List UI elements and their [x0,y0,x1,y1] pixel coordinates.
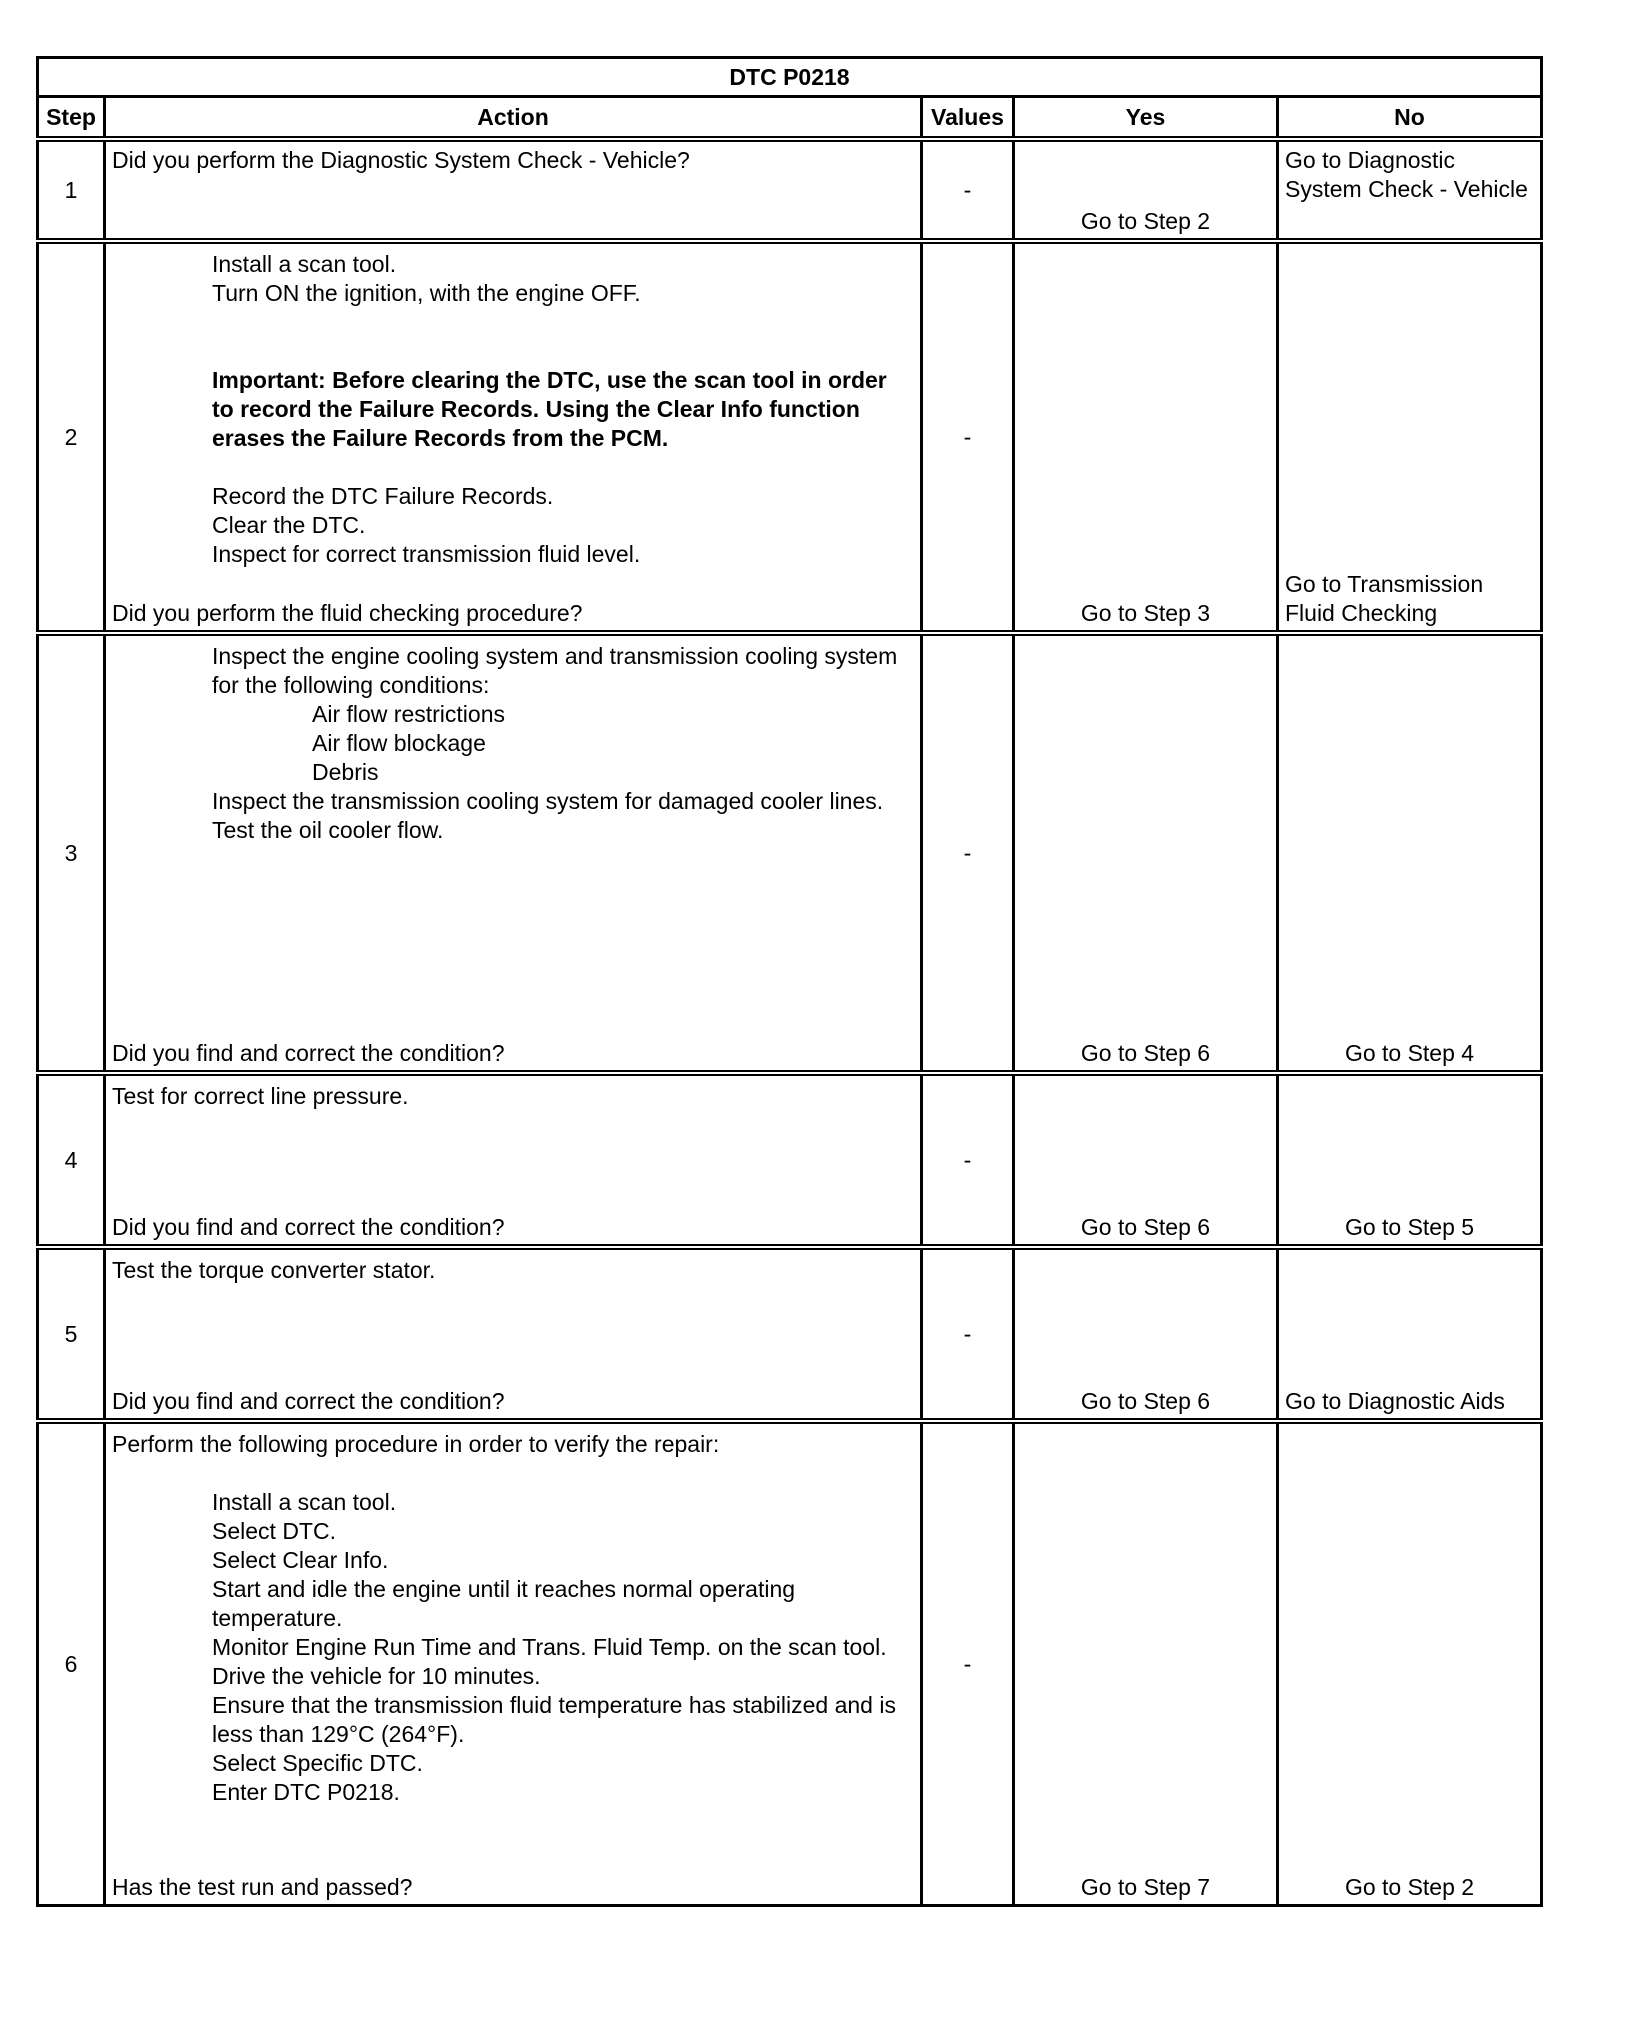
yes-cell: Go to Step 6 [1014,1247,1278,1421]
action-item: Ensure that the transmission fluid temperature has stabilized and is less than 129°C (264°F). [212,1692,896,1747]
action-item: Clear the DTC. [212,512,366,538]
action-item: Monitor Engine Run Time and Trans. Fluid Temp. on the scan tool. [212,1634,887,1660]
table-row [38,241,1542,633]
step-number: 6 [38,1421,105,1906]
values-cell: - [922,633,1014,1073]
action-cell [105,1247,922,1421]
action-cell [105,633,922,1073]
action-intro: Perform the following procedure in order to verify the repair: [112,1431,720,1457]
action-item: Inspect the engine cooling system and transmission cooling system for the following conditions: [212,643,898,698]
action-item: Test the oil cooler flow. [212,817,444,843]
question-text: Did you find and correct the condition? [112,1214,505,1240]
table-row [38,1421,1542,1906]
step-number: 3 [38,633,105,1073]
values-cell: - [922,139,1014,241]
action-item: Install a scan tool. [212,1489,397,1515]
action-item: Record the DTC Failure Records. [212,483,554,509]
step-number: 4 [38,1073,105,1247]
yes-cell: Go to Step 2 [1014,139,1278,241]
step-number: 5 [38,1247,105,1421]
yes-cell: Go to Step 6 [1014,1073,1278,1247]
step-number: 2 [38,241,105,633]
values-cell: - [922,1421,1014,1906]
action-item: Inspect for correct transmission fluid level. [212,541,641,567]
important-note: Important: Before clearing the DTC, use the scan tool in order to record the Failure Records. Using the Clear Info function erases the Failure Records from the PCM. [212,367,887,451]
values-cell: - [922,1247,1014,1421]
table-row [38,1247,1542,1421]
dtc-table [36,56,1543,1907]
header-no: No [1278,97,1542,140]
action-cell [105,139,922,241]
action-item: Start and idle the engine until it reaches normal operating temperature. [212,1576,796,1631]
action-item: Inspect the transmission cooling system for damaged cooler lines. [212,788,884,814]
action-item: Drive the vehicle for 10 minutes. [212,1663,541,1689]
action-item: Test for correct line pressure. [112,1083,409,1109]
header-step: Step [38,97,105,140]
question-text: Did you find and correct the condition? [112,1388,505,1414]
table-row [38,1073,1542,1247]
table-title: DTC P0218 [38,58,1542,97]
question-text: Did you find and correct the condition? [112,1040,505,1066]
no-cell: Go to Diagnostic Aids [1278,1247,1542,1421]
step-number: 1 [38,139,105,241]
action-item: Select Specific DTC. [212,1750,423,1776]
sub-item: Debris [312,759,379,785]
table-row [38,139,1542,241]
action-item: Enter DTC P0218. [212,1779,400,1805]
no-cell: Go to Step 4 [1278,633,1542,1073]
action-cell [105,1073,922,1247]
action-cell [105,241,922,633]
yes-cell: Go to Step 3 [1014,241,1278,633]
action-item: Turn ON the ignition, with the engine OFF. [212,280,641,306]
diagnostic-table-container [36,56,1540,1907]
no-cell: Go to Step 2 [1278,1421,1542,1906]
header-action: Action [105,97,922,140]
sub-item: Air flow blockage [312,730,486,756]
no-cell: Go to Step 5 [1278,1073,1542,1247]
no-cell: Go to Transmission Fluid Checking [1278,241,1542,633]
header-values: Values [922,97,1014,140]
sub-item: Air flow restrictions [312,701,505,727]
values-cell: - [922,1073,1014,1247]
action-item: Install a scan tool. [212,251,397,277]
yes-cell: Go to Step 6 [1014,633,1278,1073]
question-text: Did you perform the fluid checking procedure? [112,600,583,626]
yes-cell: Go to Step 7 [1014,1421,1278,1906]
action-item: Test the torque converter stator. [112,1257,436,1283]
action-item: Select DTC. [212,1518,336,1544]
question-text: Has the test run and passed? [112,1874,413,1900]
action-cell [105,1421,922,1906]
header-yes: Yes [1014,97,1278,140]
action-item: Select Clear Info. [212,1547,389,1573]
values-cell: - [922,241,1014,633]
no-cell: Go to Diagnostic System Check - Vehicle [1278,139,1542,241]
question-text: Did you perform the Diagnostic System Check - Vehicle? [112,147,690,173]
table-row [38,633,1542,1073]
